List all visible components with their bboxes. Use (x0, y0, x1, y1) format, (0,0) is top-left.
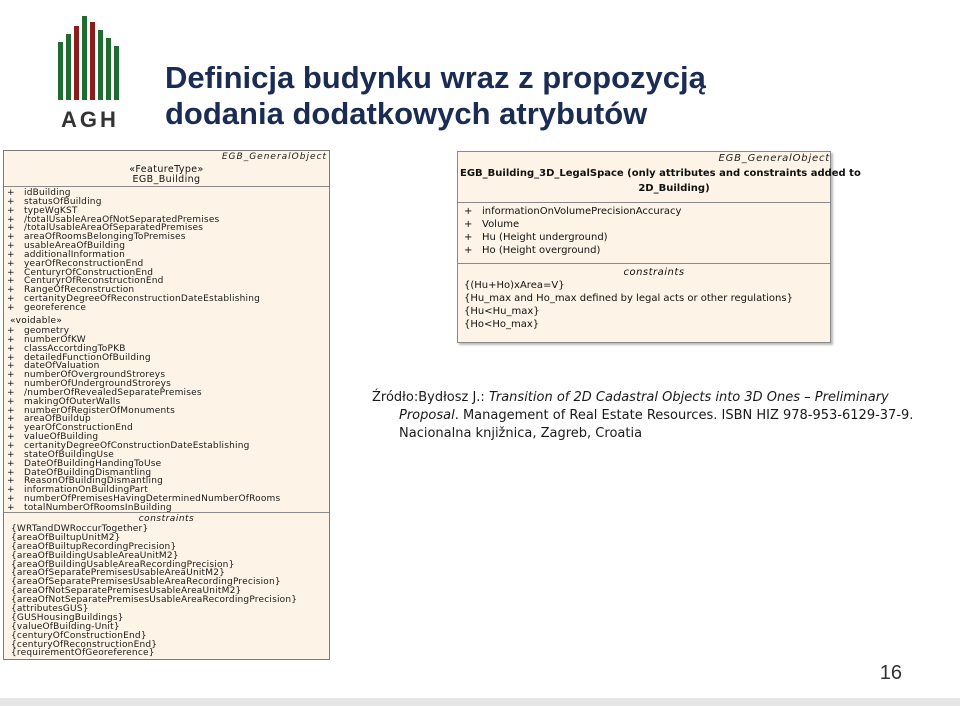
uml-constraint: {WRTandDWRoccurTogether} (11, 524, 149, 534)
source-citation (372, 389, 952, 443)
uml-constraint: {areaOfSeparatePremisesUsableAreaRecordingPrecision} (11, 577, 281, 588)
uml-separator (4, 512, 329, 513)
uml-constraint: {Ho<Ho_max} (464, 319, 540, 330)
uml-class-egb-building-3d (457, 151, 861, 343)
source-label: Źródło: (372, 390, 419, 405)
uml-attribute: + areaOfRoomsBelongingToPremises (7, 232, 186, 243)
uml-attribute: + Ho (Height overground) (464, 245, 601, 256)
uml-constraint: {areaOfSeparatePremisesUsableAreaUnitM2} (11, 568, 226, 579)
uml-constraint: {Hu<Hu_max} (464, 306, 540, 317)
uml-attribute: + classAccortdingToPKB (7, 343, 126, 354)
uml-constraint: {areaOfBuiltupRecordingPrecision} (11, 541, 177, 552)
uml-attribute: + CenturyrOfReconstructionEnd (7, 276, 164, 287)
uml-attribute: + usableAreaOfBuilding (7, 241, 126, 252)
uml-separator (458, 263, 830, 264)
agh-logo (55, 14, 125, 132)
slide-title-line1: Definicja budynku wraz z propozycją (165, 60, 706, 95)
source-title-cont: Proposal (399, 408, 455, 423)
uml-class-name: EGB_Building (132, 174, 201, 185)
uml-attribute: + geometry (7, 326, 70, 336)
uml-attribute: + ReasonOfBuildingDismantling (7, 476, 164, 487)
uml-attribute: + DateOfBuildingDismantling (7, 467, 152, 478)
uml-attribute: + dateOfValuation (7, 361, 100, 372)
uml-constraint: {(Hu+Ho)xArea=V} (464, 280, 565, 291)
uml-attribute: + areaOfBuildup (7, 414, 91, 425)
uml-constraint: {requirementOfGeoreference} (11, 648, 155, 659)
uml-class-egb-building (3, 150, 330, 660)
uml-attribute: + /totalUsableAreaOfNotSeparatedPremises (7, 214, 220, 225)
source-line-1 (372, 389, 952, 407)
uml-attribute: + certanityDegreeOfReconstructionDateEstablishing (7, 294, 261, 305)
uml-separator (458, 202, 830, 203)
uml-attribute: + CenturyrOfConstructionEnd (7, 267, 154, 278)
uml-attribute: + statusOfBuilding (7, 196, 102, 207)
source-line-2 (372, 407, 952, 425)
agh-logo-text: AGH (61, 107, 119, 132)
uml-constraint: {GUSHousingBuildings} (11, 612, 124, 623)
uml-constraint: {attributesGUS} (11, 604, 89, 615)
uml-attribute: + informationOnBuildingPart (7, 485, 149, 496)
uml-attribute: + yearOfReconstructionEnd (7, 258, 144, 269)
uml-constraint: {areaOfBuildingUsableAreaUnitM2} (11, 550, 179, 561)
uml-attribute: + certanityDegreeOfConstructionDateEstablishing (7, 440, 250, 451)
uml-attribute-list (7, 188, 260, 312)
uml-constraint: {areaOfNotSeparatePremisesUsableAreaRecordingPrecision} (11, 595, 298, 606)
uml-constraints-title: constraints (138, 514, 195, 524)
uml-constraints-title: constraints (623, 267, 685, 278)
uml-attribute: + DateOfBuildingHandingToUse (7, 458, 162, 469)
uml-attribute: + typeWgKST (7, 205, 78, 216)
uml-attribute: + numberOfOvergroundStroreys (7, 370, 166, 381)
source-publication: . Management of Real Estate Resources. ISBN HIZ 978-953-6129-37-9. (454, 408, 914, 423)
uml-class-name: EGB_Building_3D_LegalSpace (only attributes and constraints added to (460, 168, 861, 179)
uml-stereotype: «FeatureType» (129, 164, 204, 175)
uml-attribute: + Hu (Height underground) (464, 232, 608, 243)
uml-constraint: {Hu_max and Ho_max defined by legal acts or other regulations} (464, 293, 793, 304)
footer-bar (0, 698, 960, 706)
uml-attribute: + numberOfPremisesHavingDeterminedNumberOfRooms (7, 494, 281, 505)
source-line-3: Nacionalna knjižnica, Zagreb, Croatia (399, 426, 643, 441)
uml-constraint: {valueOfBuilding-Unit} (11, 621, 120, 632)
uml-constraint: {areaOfBuildingUsableAreaRecordingPrecision} (11, 559, 235, 570)
uml-attribute: + /numberOfRevealedSeparatePremises (7, 387, 202, 398)
uml-constraint: {centuryOfConstructionEnd} (11, 630, 147, 641)
slide-title (165, 60, 925, 132)
uml-voidable-title: «voidable» (10, 316, 63, 326)
uml-constraints-list (11, 524, 297, 657)
uml-constraint: {centuryOfReconstructionEnd} (11, 639, 158, 650)
uml-attribute: + informationOnVolumePrecisionAccuracy (464, 206, 682, 217)
uml-attribute: + georeference (7, 302, 87, 313)
uml-parent-class: EGB_GeneralObject (718, 153, 830, 164)
uml-attribute: + stateOfBuildingUse (7, 449, 114, 460)
uml-class-name-cont: 2D_Building) (638, 183, 710, 194)
source-author: Bydłosz J.: (418, 390, 489, 405)
uml-attribute: + numberOfRegisterOfMonuments (7, 405, 175, 416)
uml-attribute: + idBuilding (7, 188, 71, 198)
uml-attribute: + detailedFunctionOfBuilding (7, 352, 151, 363)
uml-attribute: + valueOfBuilding (7, 432, 99, 443)
uml-attribute: + Volume (464, 219, 520, 230)
uml-attribute: + numberOfUndergroundStroreys (7, 379, 172, 390)
uml-parent-class: EGB_GeneralObject (221, 152, 327, 162)
page-number: 16 (879, 662, 902, 684)
uml-attribute: + RangeOfReconstruction (7, 285, 135, 296)
uml-attribute: + /totalUsableAreaOfSeparatedPremises (7, 223, 204, 234)
uml-attribute: + makingOfOuterWalls (7, 396, 121, 407)
uml-separator (4, 186, 329, 187)
uml-voidable-list (7, 326, 280, 512)
source-title: Transition of 2D Cadastral Objects into 3D Ones – Preliminary (488, 390, 889, 405)
uml-attribute: + numberOfKW (7, 334, 86, 345)
uml-constraint: {areaOfBuiltupUnitM2} (11, 532, 121, 543)
uml-constraint: {areaOfNotSeparatePremisesUsableAreaUnitM2} (11, 586, 242, 597)
slide-title-line2: dodania dodatkowych atrybutów (165, 96, 648, 131)
uml-attribute: + yearOfConstructionEnd (7, 423, 133, 434)
uml-attribute: + totalNumberOfRoomsInBuilding (7, 502, 172, 513)
uml-attribute: + additionalInformation (7, 249, 125, 260)
